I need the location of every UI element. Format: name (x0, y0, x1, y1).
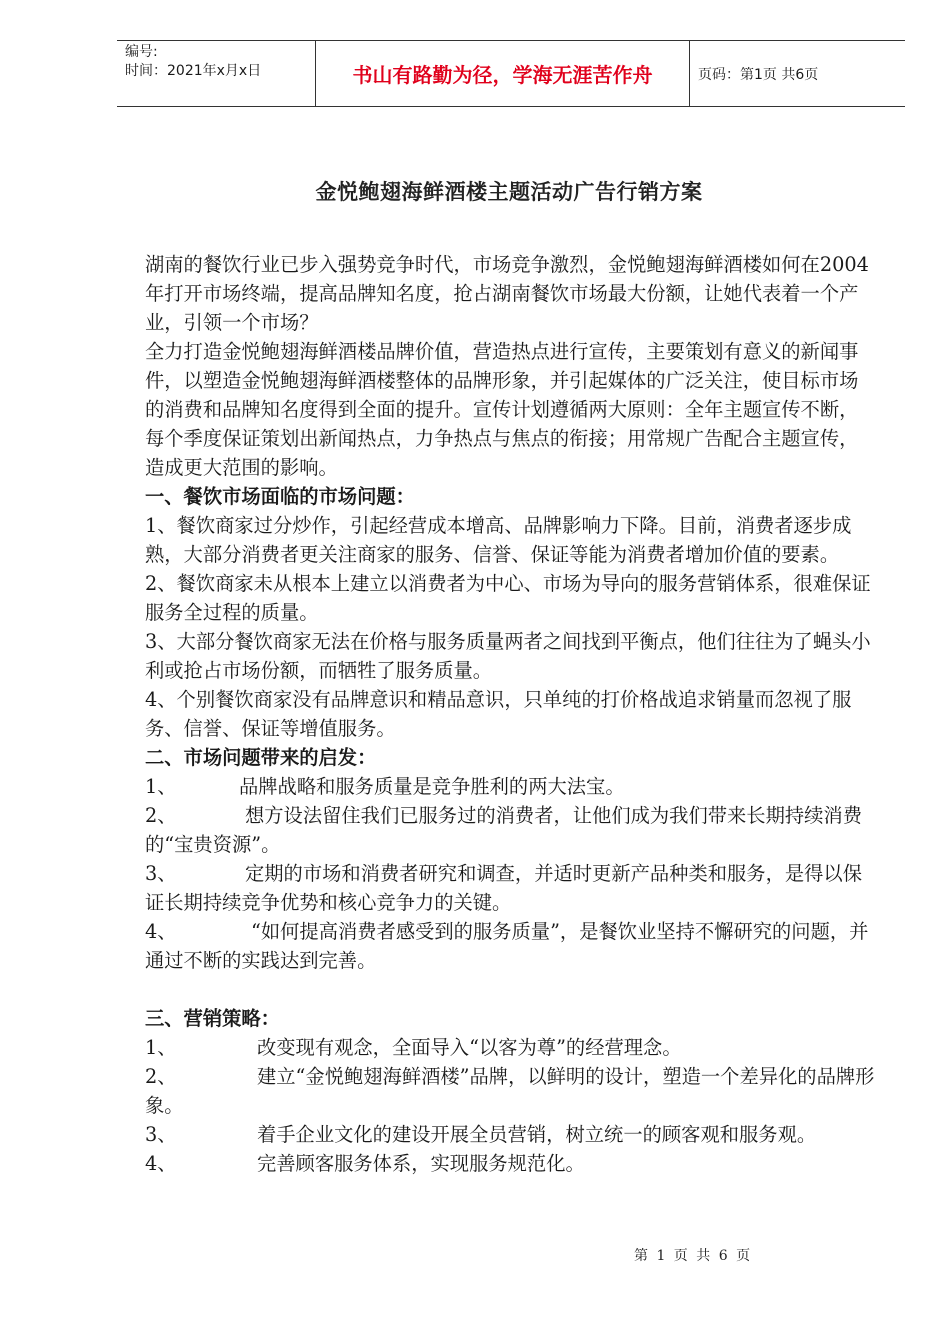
list-item (145, 917, 875, 975)
list-item (145, 859, 875, 917)
list-item (145, 772, 875, 801)
list-item (145, 1033, 875, 1062)
list-number: 1、 (145, 775, 177, 798)
list-item (145, 1062, 875, 1120)
list-number: 2、 (145, 804, 177, 827)
list-text: 想方设法留住我们已服务过的消费者，让他们成为我们带来长期持续消费的“宝贵资源”。 (145, 804, 862, 856)
page-header (117, 40, 905, 107)
intro-paragraph: 全力打造金悦鲍翅海鲜酒楼品牌价值，营造热点进行宣传，主要策划有意义的新闻事件，以塑造金悦鲍翅海鲜酒楼整体的品牌形象，并引起媒体的广泛关注，使目标市场的消费和品牌知名度得到全面的提升。宣传计划遵循两大原则：全年主题宣传不断，每个季度保证策划出新闻热点，力争热点与焦点的衔接；用常规广告配合主题宣传，造成更大范围的影响。 (145, 340, 859, 479)
spacer (145, 975, 875, 1004)
intro-paragraph: 湖南的餐饮行业已步入强势竞争时代，市场竞争激烈，金悦鲍翅海鲜酒楼如何在2004年打开市场终端，提高品牌知名度，抢占湖南餐饮市场最大份额，让她代表着一个产业，引领一个市场？ (145, 253, 869, 334)
list-text: 建立“金悦鲍翅海鲜酒楼”品牌，以鲜明的设计，塑造一个差异化的品牌形象。 (145, 1065, 875, 1117)
section-heading: 三、营销策略： (145, 1007, 280, 1030)
list-text: 品牌战略和服务质量是竞争胜利的两大法宝。 (239, 775, 625, 798)
list-number: 4、 (145, 920, 177, 943)
list-item: 4、个别餐饮商家没有品牌意识和精品意识，只单纯的打价格战追求销量而忽视了服务、信誉、保证等增值服务。 (145, 688, 852, 740)
list-item: 2、餐饮商家未从根本上建立以消费者为中心、市场为导向的服务营销体系，很难保证服务全过程的质量。 (145, 572, 871, 624)
document-body (145, 250, 875, 1178)
time-label: 时间：2021年x月x日 (125, 63, 262, 79)
document-title: 金悦鲍翅海鲜酒楼主题活动广告行销方案 (315, 180, 703, 204)
list-item (145, 1149, 875, 1178)
list-text: 完善顾客服务体系，实现服务规范化。 (257, 1152, 585, 1175)
list-number: 3、 (145, 862, 177, 885)
list-number: 1、 (145, 1036, 177, 1059)
list-text: 定期的市场和消费者研究和调查，并适时更新产品种类和服务，是得以保证长期持续竞争优势和核心竞争力的关键。 (145, 862, 862, 914)
code-label: 编号: (125, 44, 158, 60)
list-item (145, 801, 875, 859)
list-number: 2、 (145, 1065, 177, 1088)
list-text: “如何提高消费者感受到的服务质量”，是餐饮业坚持不懈研究的问题，并通过不断的实践达到完善。 (145, 920, 869, 972)
list-item (145, 1120, 875, 1149)
list-number: 4、 (145, 1152, 177, 1175)
list-text: 着手企业文化的建设开展全员营销，树立统一的顾客观和服务观。 (257, 1123, 817, 1146)
list-item: 3、大部分餐饮商家无法在价格与服务质量两者之间找到平衡点，他们往往为了蝇头小利或抢占市场份额，而牺牲了服务质量。 (145, 630, 871, 682)
header-motto: 书山有路勤为径，学海无涯苦作舟 (316, 41, 690, 106)
list-text: 改变现有观念，全面导入“以客为尊”的经营理念。 (257, 1036, 682, 1059)
section-heading: 一、餐饮市场面临的市场问题： (145, 485, 415, 508)
page-footer: 第 1 页 共 6 页 (634, 1248, 751, 1264)
header-page-info: 页码：第1页 共6页 (698, 66, 819, 83)
list-number: 3、 (145, 1123, 177, 1146)
header-meta (117, 41, 316, 106)
section-heading: 二、市场问题带来的启发： (145, 746, 377, 769)
list-item: 1、餐饮商家过分炒作，引起经营成本增高、品牌影响力下降。目前，消费者逐步成熟，大部分消费者更关注商家的服务、信誉、保证等能为消费者增加价值的要素。 (145, 514, 852, 566)
